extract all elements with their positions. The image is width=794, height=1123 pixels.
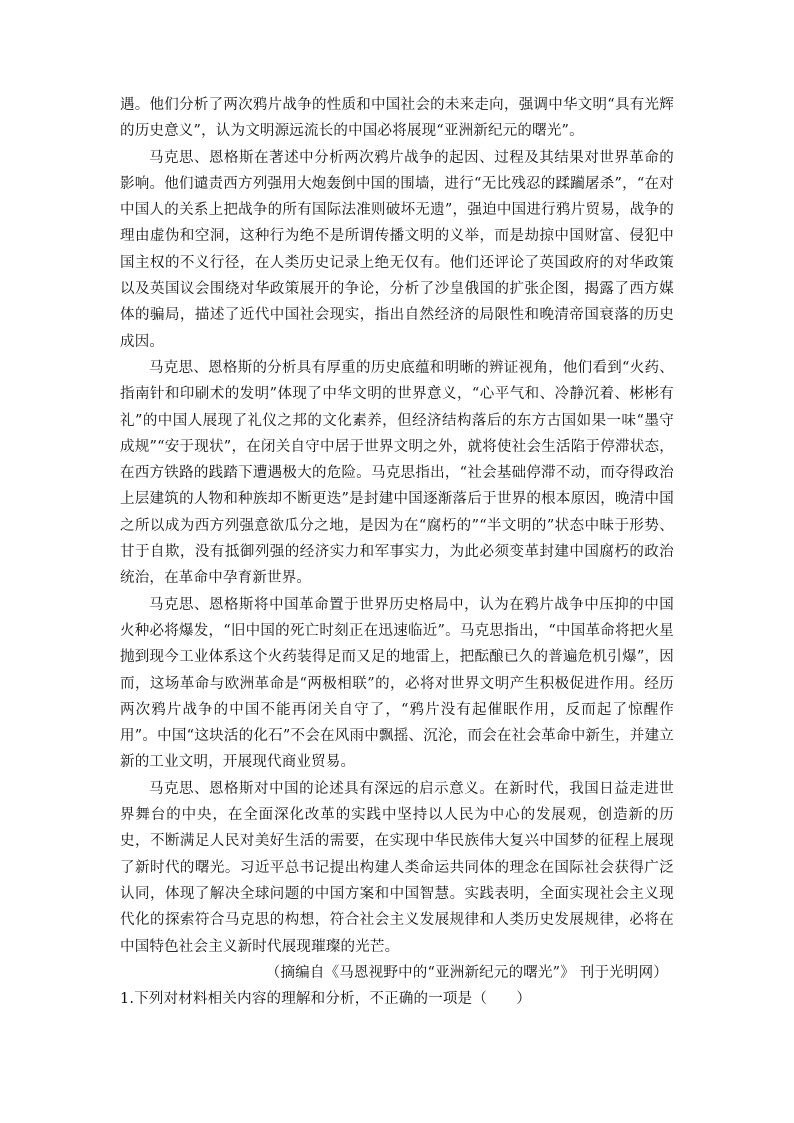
paragraph-new-era-significance: 马克思、恩格斯对中国的论述具有深远的启示意义。在新时代，我国日益走进世界舞台的中央，在全面深化改革的实践中坚持以人民为中心的发展观，创造新的历史，不断满足人民对美好生活的需要，在实现中华民族伟大复兴中国梦的征程上展现了新时代的曙光。习近平总书记提出构建人类命运共同体的理念在国际社会获得广泛认同，体现了解决全球问题的中国方案和中国智慧。实践表明，全面实现社会主义现代化的探索符合马克思的构想，符合社会主义发展规律和人类历史发展规律，必将在中国特色社会主义新时代展现璀璨的光芒。 [120,780,674,955]
paragraph-historical-perspective: 马克思、恩格斯的分析具有厚重的历史底蕴和明晰的辨证视角，他们看到“火药、指南针和印刷术的发明”体现了中华文明的世界意义，“心平气和、冷静沉着、彬彬有礼”的中国人展现了礼仪之邦的文化素养，但经济结构落后的东方古国如果一味“墨守成规”“安于现状”，在闭关自守中居于世界文明之外，就将使社会生活陷于停滞状态，在西方铁路的践踏下遭遇极大的危险。马克思指出，“社会基础停滞不动，而夺得政治上层建筑的人物和种族却不断更迭”是封建中国逐渐落后于世界的根本原因，晚清中国之所以成为西方列强意欲瓜分之地，是因为在“腐朽的”“半文明的”状态中昧于形势、甘于自欺，没有抵御列强的经济实力和军事实力，为此必须变革封建中国腐朽的政治统治，在革命中孕育新世界。 [120,359,674,587]
article-body [120,92,674,1012]
paragraph-chinese-revolution: 马克思、恩格斯将中国革命置于世界历史格局中，认为在鸦片战争中压抑的中国火种必将爆发，“旧中国的死亡时刻正在迅速临近”。马克思指出，“中国革命将把火星抛到现今工业体系这个火药装得足而又足的地雷上，把酝酿已久的普遍危机引爆”，因而，这场革命与欧洲革命是“两极相联”的，必将对世界文明产生积极促进作用。经历两次鸦片战争的中国不能再闭关自守了，“鸦片没有起催眠作用，反而起了惊醒作用”。中国“这块活的化石”不会在风雨中飘摇、沉沦，而会在社会革命中新生，并建立新的工业文明，开展现代商业贸易。 [120,596,674,771]
paragraph-continuation: 遇。他们分析了两次鸦片战争的性质和中国社会的未来走向，强调中华文明“具有光辉的历史意义”，认为文明源远流长的中国必将展现“亚洲新纪元的曙光”。 [120,97,674,140]
paragraph-opium-wars-analysis: 马克思、恩格斯在著述中分析两次鸦片战争的起因、过程及其结果对世界革命的影响。他们谴责西方列强用大炮轰倒中国的围墙，进行“无比残忍的蹂躏屠杀”，“在对中国人的关系上把战争的所有国际法准则破坏无遗”，强迫中国进行鸦片贸易，战争的理由虚伪和空洞，这种行为绝不是所谓传播文明的义举，而是劫掠中国财富、侵犯中国主权的不义行径，在人类历史记录上绝无仅有。他们还评论了英国政府的对华政策以及英国议会围绕对华政策展开的争论，分析了沙皇俄国的扩张企图，揭露了西方媒体的骗局，描述了近代中国社会现实，指出自然经济的局限性和晚清帝国衰落的历史成因。 [120,149,674,350]
question-1: 1.下列对材料相关内容的理解和分析，不正确的一项是（ ） [120,991,532,1008]
source-citation: （摘编自《马恩视野中的“亚洲新纪元的曙光”》 刊于光明网） [265,964,668,981]
